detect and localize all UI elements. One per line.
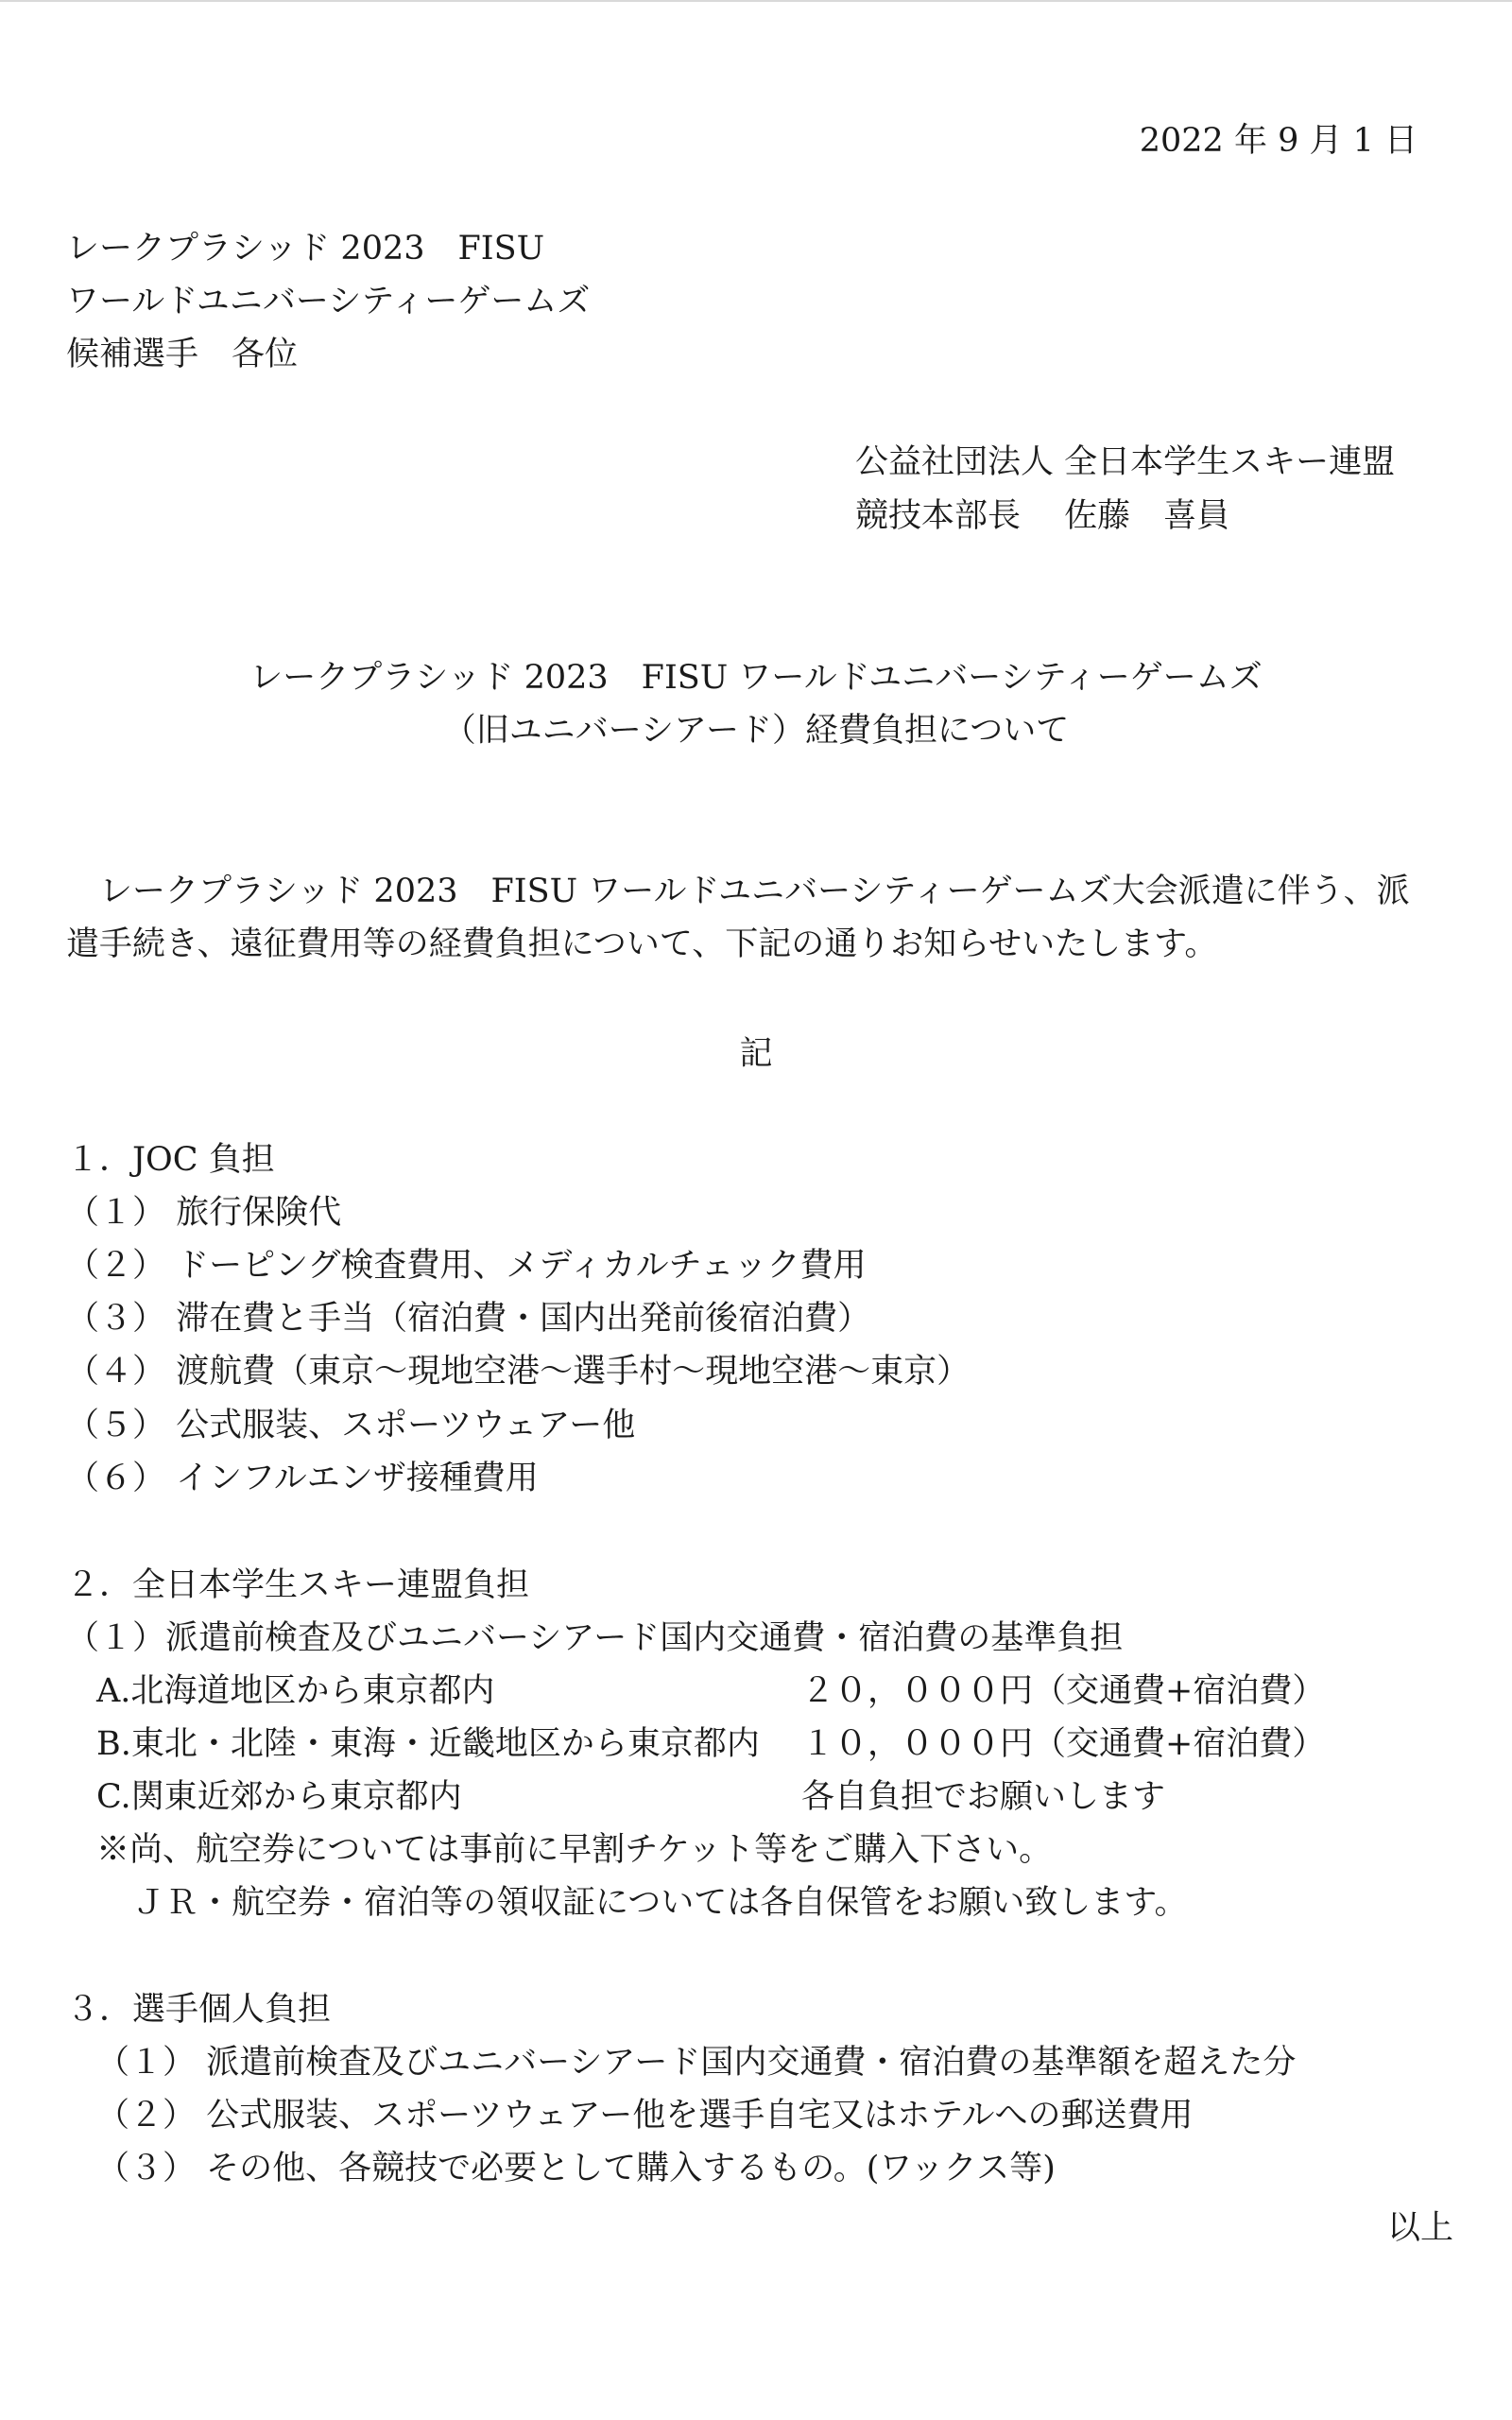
cost-row-amount: 各自負担でお願いします	[801, 1778, 1166, 1816]
section-3-item: （１） 派遣前検査及びユニバーシアード国内交通費・宿泊費の基準額を超えた分	[96, 2044, 1297, 2082]
section-3-item: （２） 公式服装、スポーツウェアー他を選手自宅又はホテルへの郵送費用	[96, 2097, 1194, 2135]
section-1-heading: １．JOC 負担	[66, 1141, 275, 1179]
section-1-item: （２） ドーピング検査費用、メディカルチェック費用	[66, 1247, 867, 1285]
section-3-item: （３） その他、各競技で必要として購入するもの。(ワックス等)	[96, 2150, 1056, 2187]
cost-row-amount: １０，０００円（交通費+宿泊費）	[801, 1725, 1326, 1763]
recipient-line-1: レークプラシッド 2023 FISU	[66, 230, 545, 268]
cost-row-amount: ２０，０００円（交通費+宿泊費）	[801, 1672, 1326, 1710]
sender-organization: 公益社団法人 全日本学生スキー連盟	[855, 443, 1396, 481]
section-3-heading: ３．選手個人負担	[66, 1991, 332, 2029]
cost-row-region: A.北海道地区から東京都内	[96, 1672, 495, 1710]
intro-line-2: 遣手続き、遠征費用等の経費負担について、下記の通りお知らせいたします。	[66, 925, 1218, 963]
section-1-item: （１） 旅行保険代	[66, 1194, 342, 1232]
section-1-item: （６） インフルエンザ接種費用	[66, 1460, 539, 1497]
cost-row-region: B.東北・北陸・東海・近畿地区から東京都内	[96, 1725, 760, 1763]
section-2-subheading: （１）派遣前検査及びユニバーシアード国内交通費・宿泊費の基準負担	[66, 1619, 1124, 1657]
cost-row-region: C.関東近郊から東京都内	[96, 1778, 462, 1816]
document-title-line-1: レークプラシッド 2023 FISU ワールドユニバーシティーゲームズ	[249, 659, 1263, 697]
section-1-item: （３） 滞在費と手当（宿泊費・国内出発前後宿泊費）	[66, 1300, 871, 1338]
intro-line-1: レークプラシッド 2023 FISU ワールドユニバーシティーゲームズ大会派遣に伴う、派	[66, 873, 1410, 910]
recipient-line-2: ワールドユニバーシティーゲームズ	[66, 283, 591, 320]
page-top-border	[0, 0, 1512, 2]
section-2-note-2: ＪＲ・航空券・宿泊等の領収証については各自保管をお願い致します。	[132, 1884, 1188, 1922]
recipient-line-3: 候補選手 各位	[66, 336, 299, 373]
ki-heading: 記	[739, 1035, 773, 1073]
sender-person: 競技本部長 佐藤 喜員	[855, 497, 1230, 535]
closing-ijo: 以上	[1386, 2209, 1453, 2247]
section-2-heading: ２．全日本学生スキー連盟負担	[66, 1566, 530, 1604]
document-date: 2022 年 9 月 1 日	[1139, 122, 1418, 160]
section-1-item: （４） 渡航費（東京～現地空港～選手村～現地空港～東京）	[66, 1353, 971, 1391]
section-2-note-1: ※尚、航空券については事前に早割チケット等をご購入下さい。	[96, 1831, 1053, 1869]
document-title-line-2: （旧ユニバーシアード）経費負担について	[442, 712, 1070, 750]
section-1-item: （５） 公式服装、スポーツウェアー他	[66, 1407, 636, 1444]
